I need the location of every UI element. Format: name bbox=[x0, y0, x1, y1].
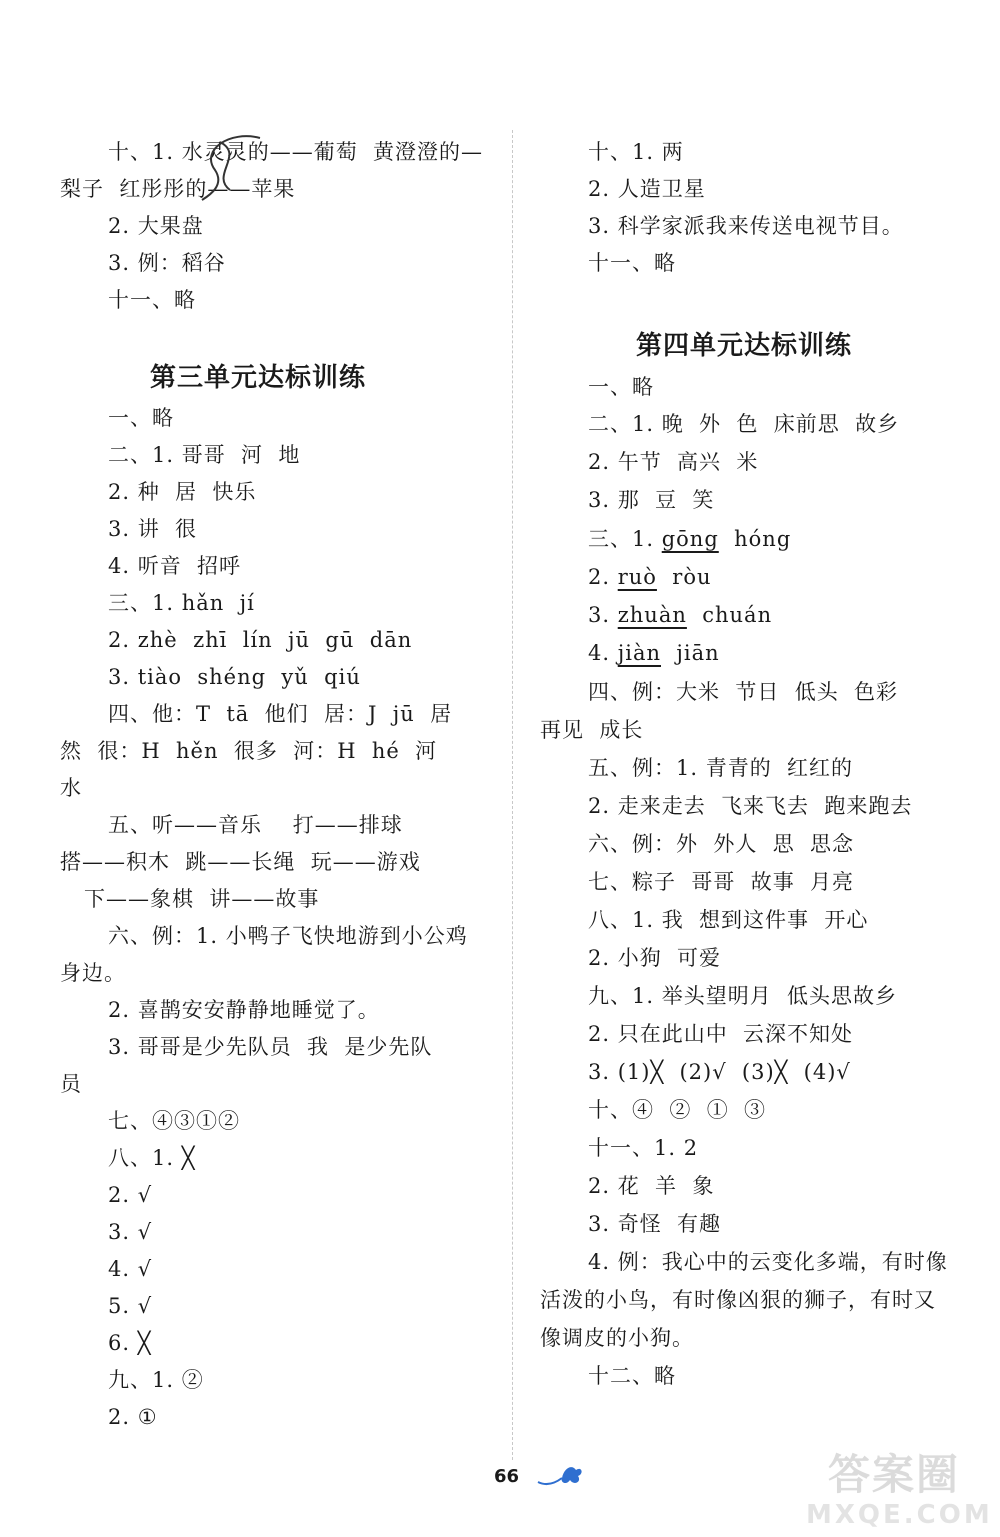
answer-line: 2. 种 居 快乐 bbox=[108, 480, 257, 504]
answer-line: 2. 花 羊 象 bbox=[588, 1174, 715, 1198]
column-divider bbox=[512, 130, 513, 1460]
answer-line: 十、1. 水灵灵的——葡萄 黄澄澄的— bbox=[108, 140, 484, 164]
underlined-pinyin: jiàn bbox=[617, 641, 661, 665]
answer-line: 身边。 bbox=[60, 961, 126, 985]
answer-line: 2. 人造卫星 bbox=[588, 177, 706, 201]
answer-line: 2. √ bbox=[108, 1183, 153, 1207]
answer-line: 四、例：大米 节日 低头 色彩 bbox=[588, 680, 899, 704]
answer-line: 十、④ ② ① ③ bbox=[588, 1098, 767, 1122]
answer-line: 员 bbox=[60, 1072, 82, 1096]
answer-line: 七、④③①② bbox=[108, 1109, 240, 1133]
answer-line: 二、1. 晚 外 色 床前思 故乡 bbox=[588, 412, 900, 436]
answer-line: 六、例：外 外人 思 思念 bbox=[588, 832, 855, 856]
answer-line: 4. √ bbox=[108, 1257, 153, 1281]
answer-line: 3. 哥哥是少先队员 我 是少先队 bbox=[108, 1035, 433, 1059]
answer-line: 十一、略 bbox=[588, 251, 676, 275]
answer-line: 2. zhè zhī lín jū gū dān bbox=[108, 628, 413, 652]
answer-line: 2. 走来走去 飞来飞去 跑来跑去 bbox=[588, 794, 913, 818]
pinyin-line: 3. zhuàn chuán bbox=[588, 603, 773, 627]
answer-line: 七、粽子 哥哥 故事 月亮 bbox=[588, 870, 855, 894]
answer-line: 4. 例：我心中的云变化多端，有时像 bbox=[588, 1250, 948, 1274]
answer-line: 3. 那 豆 笑 bbox=[588, 488, 715, 512]
answer-line: 四、他：T tā 他们 居：J jū 居 bbox=[108, 702, 453, 726]
answer-line: 十、1. 两 bbox=[588, 140, 684, 164]
answer-line: 3. tiào shéng yǔ qiú bbox=[108, 665, 361, 689]
answer-line: 一、略 bbox=[108, 406, 174, 430]
answer-line: 3. √ bbox=[108, 1220, 153, 1244]
page-number: 66 bbox=[494, 1466, 520, 1487]
underlined-pinyin: ruò bbox=[617, 565, 657, 589]
watermark-url: MXQE.COM bbox=[806, 1500, 993, 1530]
answer-line: 九、1. 举头望明月 低头思故乡 bbox=[588, 984, 898, 1008]
answer-line: 八、1. ╳ bbox=[108, 1146, 196, 1170]
answer-line: 十一、1. 2 bbox=[588, 1136, 699, 1160]
answer-line: 八、1. 我 想到这件事 开心 bbox=[588, 908, 869, 932]
answer-line: 4. 听音 招呼 bbox=[108, 554, 242, 578]
pinyin-line: 2. ruò ròu bbox=[588, 565, 712, 589]
answer-line: 五、听——音乐 打——排球 bbox=[108, 813, 403, 837]
answer-line: 搭——积木 跳——长绳 玩——游戏 bbox=[60, 850, 421, 874]
answer-line: 二、1. 哥哥 河 地 bbox=[108, 443, 301, 467]
answer-line: 六、例：1. 小鸭子飞快地游到小公鸡 bbox=[108, 924, 468, 948]
answer-line: 5. √ bbox=[108, 1294, 153, 1318]
flower-decoration-icon bbox=[536, 1462, 586, 1492]
answer-line: 3. (1)╳ (2)√ (3)╳ (4)√ bbox=[588, 1060, 851, 1084]
answer-line: 十二、略 bbox=[588, 1364, 676, 1388]
answer-line: 2. 大果盘 bbox=[108, 214, 204, 238]
section-heading-unit-4: 第四单元达标训练 bbox=[636, 331, 853, 361]
answer-line: 三、1. hǎn jí bbox=[108, 591, 255, 615]
answer-line: 3. 例：稻谷 bbox=[108, 251, 226, 275]
answer-line: 活泼的小鸟，有时像凶狠的狮子，有时又 bbox=[540, 1288, 936, 1312]
answer-line: 梨子 红彤彤的——苹果 bbox=[60, 177, 296, 201]
answer-line: 2. 只在此山中 云深不知处 bbox=[588, 1022, 854, 1046]
pinyin-line: 三、1. gōng hóng bbox=[588, 527, 792, 551]
answer-line: 下——象棋 讲——故事 bbox=[84, 887, 320, 911]
answer-line: 五、例：1. 青青的 红红的 bbox=[588, 756, 854, 780]
answer-line: 水 bbox=[60, 776, 82, 800]
answer-line: 2. 喜鹊安安静静地睡觉了。 bbox=[108, 998, 380, 1022]
watermark-logo: 答案圈 bbox=[828, 1450, 961, 1499]
answer-line: 3. 讲 很 bbox=[108, 517, 198, 541]
answer-line: 再见 成长 bbox=[540, 718, 644, 742]
pinyin-line: 4. jiàn jiān bbox=[588, 641, 720, 665]
answer-line: 3. 科学家派我来传送电视节目。 bbox=[588, 214, 904, 238]
answer-line: 然 很：H hěn 很多 河：H hé 河 bbox=[60, 739, 438, 763]
answer-line: 像调皮的小狗。 bbox=[540, 1326, 694, 1350]
answer-line: 2. 小狗 可爱 bbox=[588, 946, 722, 970]
answer-line: 3. 奇怪 有趣 bbox=[588, 1212, 722, 1236]
answer-line: 2. ① bbox=[108, 1405, 158, 1429]
answer-line: 2. 午节 高兴 米 bbox=[588, 450, 759, 474]
underlined-pinyin: gōng bbox=[661, 527, 719, 551]
answer-line: 一、略 bbox=[588, 375, 654, 399]
answer-line: 6. ╳ bbox=[108, 1331, 152, 1355]
pen-scribble-icon bbox=[190, 130, 280, 210]
underlined-pinyin: zhuàn bbox=[617, 603, 687, 627]
section-heading-unit-3: 第三单元达标训练 bbox=[150, 363, 367, 393]
answer-line: 九、1. ② bbox=[108, 1368, 204, 1392]
answer-line: 十一、略 bbox=[108, 288, 196, 312]
